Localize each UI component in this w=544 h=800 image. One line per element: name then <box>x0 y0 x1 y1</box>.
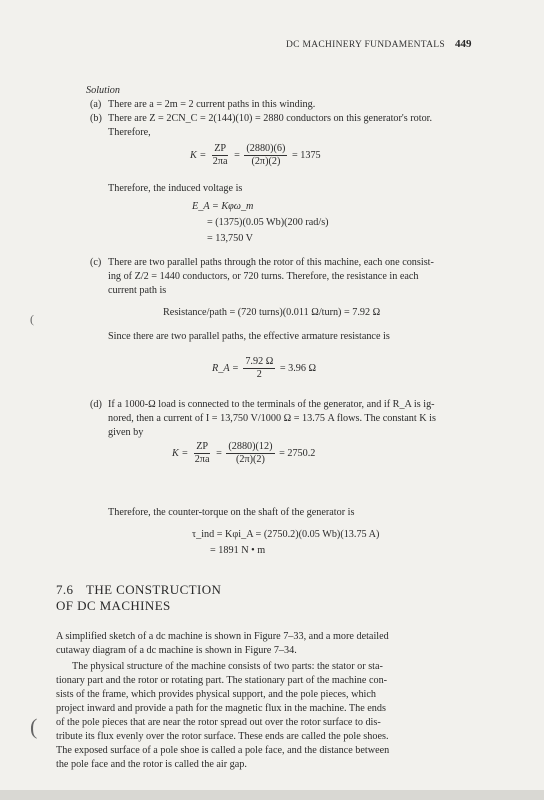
ra-eq-lhs: R_A = <box>212 362 239 374</box>
paragraph-2-line-1: The physical structure of the machine consists of two parts: the stator or sta- <box>72 661 383 672</box>
ea-eq-line-2: = (1375)(0.05 Wb)(200 rad/s) <box>207 217 329 228</box>
k-eq-fraction-1 <box>211 143 230 168</box>
k2-eq-equals: = <box>216 447 222 459</box>
paragraph-2-line-7: The exposed surface of a pole shoe is called a pole face, and the distance between <box>56 745 390 756</box>
k2-eq-lhs: K = <box>172 447 189 459</box>
fraction-denominator: (2π)(2) <box>251 156 281 167</box>
part-a-label: (a) <box>90 99 102 110</box>
ra-equation <box>212 356 316 381</box>
part-c-text-2: ing of Z/2 = 1440 conductors, or 720 turns. Therefore, the resistance in each <box>108 271 419 282</box>
solution-heading: Solution <box>86 85 120 96</box>
scan-bottom-edge <box>0 790 544 800</box>
margin-mark: ( <box>30 714 38 739</box>
fraction-numerator: (2880)(6) <box>246 143 286 154</box>
part-d-text-3: given by <box>108 427 144 438</box>
margin-mark: ( <box>30 312 34 326</box>
part-b-text-3: Therefore, the induced voltage is <box>108 183 243 194</box>
fraction-denominator: (2π)(2) <box>235 454 265 465</box>
tau-eq-line-1: τ_ind = Kφi_A = (2750.2)(0.05 Wb)(13.75 A) <box>192 529 380 540</box>
part-c-label: (c) <box>90 257 102 268</box>
fraction-denominator: 2 <box>256 369 262 380</box>
k-eq-equals: = <box>234 149 240 161</box>
part-d-text-4: Therefore, the counter-torque on the shaft of the generator is <box>108 507 355 518</box>
k2-equation <box>172 441 315 466</box>
ra-eq-rhs: = 3.96 Ω <box>279 362 317 374</box>
fraction-numerator: ZP <box>214 143 227 154</box>
section-title-line-1: THE CONSTRUCTION <box>86 582 222 597</box>
paragraph-2-line-4: project inward and provide a path for the magnetic flux in the machine. The ends <box>56 703 386 714</box>
part-b-text-2: Therefore, <box>108 127 151 138</box>
part-b-label: (b) <box>90 113 102 124</box>
paragraph-1-line-2: cutaway diagram of a dc machine is shown in Figure 7–34. <box>56 645 297 656</box>
part-d-text-2: nored, then a current of I = 13,750 V/1000 Ω = 13.75 A flows. The constant K is <box>108 413 436 424</box>
fraction-numerator: (2880)(12) <box>228 441 273 452</box>
k2-eq-fraction-2 <box>226 441 274 466</box>
fraction-numerator: 7.92 Ω <box>245 356 274 367</box>
fraction-denominator: 2πa <box>194 454 210 465</box>
paragraph-2-line-3: sists of the frame, which provides physical support, and the pole pieces, which <box>56 689 376 700</box>
paragraph-2-line-6: tribute its flux evenly over the rotor surface. These ends are called the pole shoes. <box>56 731 389 742</box>
ea-eq-line-1: E_A = Kφω_m <box>192 201 254 212</box>
k-equation <box>190 143 321 168</box>
paragraph-2-line-2: tionary part and the rotor or rotating part. The stationary part of the machine con- <box>56 675 388 686</box>
part-c-text-3: current path is <box>108 285 167 296</box>
ea-eq-line-3: = 13,750 V <box>207 233 254 244</box>
page-number: 449 <box>455 38 472 50</box>
fraction-numerator: ZP <box>196 441 209 452</box>
k2-eq-fraction-1 <box>193 441 212 466</box>
paragraph-1-line-1: A simplified sketch of a dc machine is shown in Figure 7–33, and a more detailed <box>56 631 389 642</box>
k-eq-rhs: = 1375 <box>291 149 321 161</box>
part-c-text-4: Since there are two parallel paths, the effective armature resistance is <box>108 331 390 342</box>
ra-eq-fraction <box>243 356 275 381</box>
running-header: DC MACHINERY FUNDAMENTALS <box>286 40 445 50</box>
section-number: 7.6 <box>56 582 74 597</box>
part-c-text-1: There are two parallel paths through the rotor of this machine, each one consist- <box>108 257 434 268</box>
k2-eq-rhs: = 2750.2 <box>279 447 316 459</box>
k-eq-fraction-2 <box>244 143 287 168</box>
resistance-per-path-eq: Resistance/path = (720 turns)(0.011 Ω/turn) = 7.92 Ω <box>163 307 381 318</box>
paragraph-2-line-5: of the pole pieces that are near the rotor spread out over the rotor surface to dis- <box>56 717 381 728</box>
part-d-label: (d) <box>90 399 102 410</box>
fraction-denominator: 2πa <box>212 156 228 167</box>
part-b-text-1: There are Z = 2CN_C = 2(144)(10) = 2880 conductors on this generator's rotor. <box>108 113 433 124</box>
part-d-text-1: If a 1000-Ω load is connected to the terminals of the generator, and if R_A is ig- <box>108 399 435 410</box>
part-a-text: There are a = 2m = 2 current paths in this winding. <box>108 99 316 110</box>
k-eq-lhs: K = <box>190 149 207 161</box>
tau-eq-line-2: = 1891 N • m <box>210 545 266 556</box>
paragraph-2-line-8: the pole face and the rotor is called the air gap. <box>56 759 247 770</box>
section-title-line-2: OF DC MACHINES <box>56 598 171 613</box>
